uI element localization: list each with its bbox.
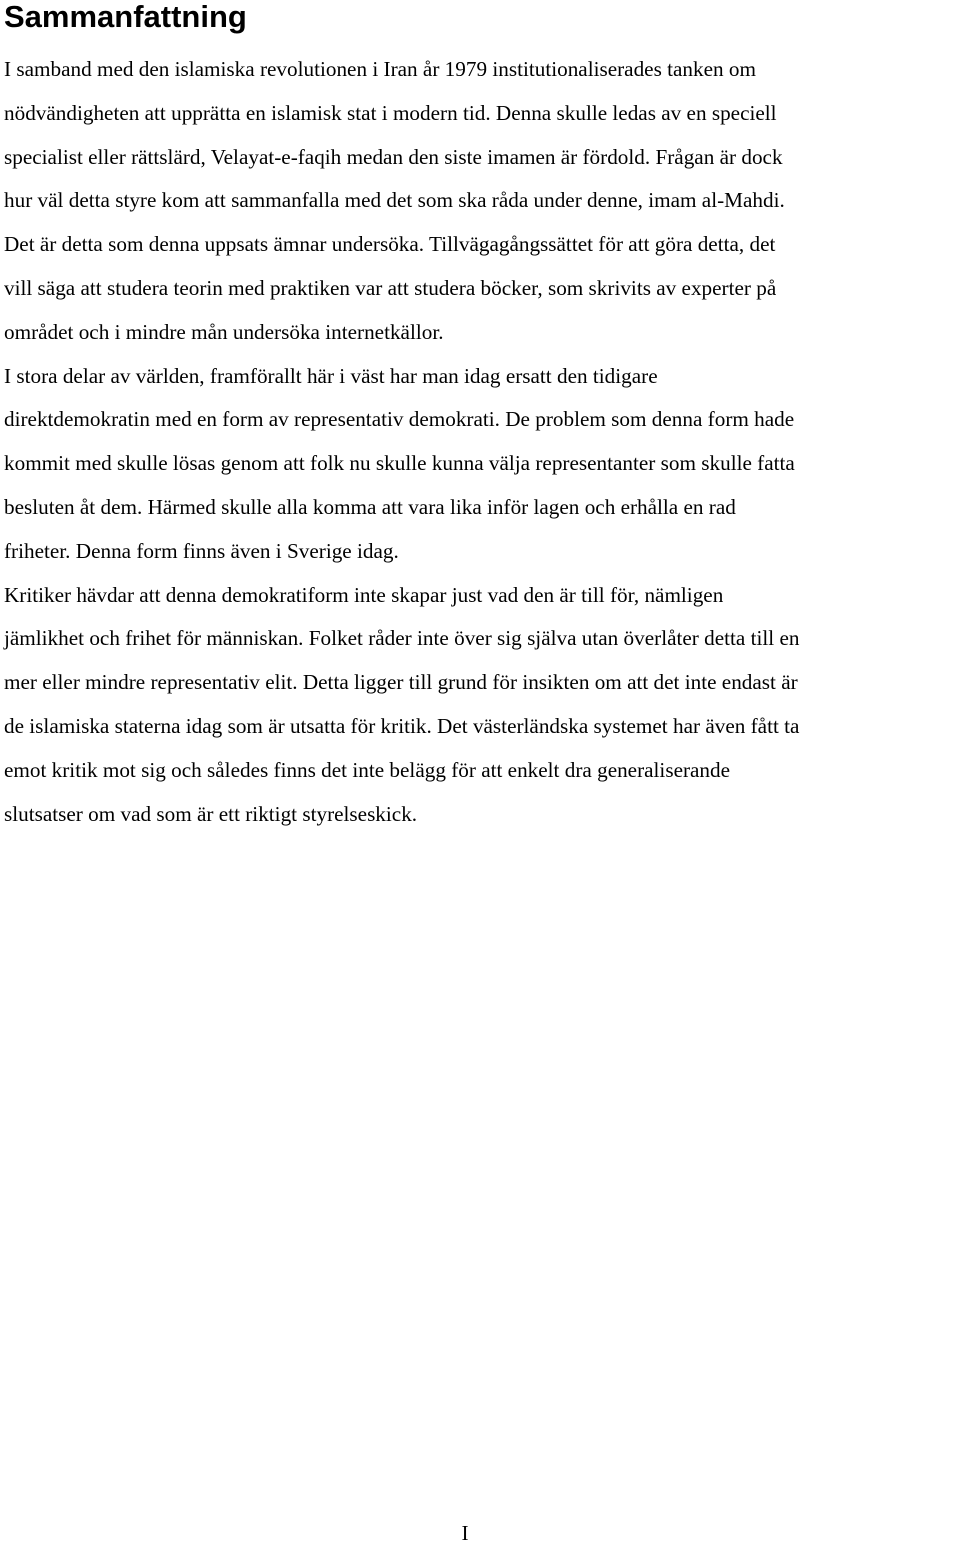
text-line: nödvändigheten att upprätta en islamisk stat i modern tid. Denna skulle ledas av en speciell	[4, 100, 777, 125]
paragraph-1	[4, 48, 960, 355]
text-line: direktdemokratin med en form av representativ demokrati. De problem som denna form hade	[4, 407, 795, 432]
text-line: området och i mindre mån undersöka internetkällor.	[4, 319, 444, 344]
text-line: vill säga att studera teorin med praktiken var att studera böcker, som skrivits av experter på	[4, 275, 777, 300]
text-line: mer eller mindre representativ elit. Detta ligger till grund för insikten om att det inte endast är	[4, 670, 798, 695]
page-number: I	[461, 1521, 469, 1545]
text-line: I stora delar av världen, framförallt här i väst har man idag ersatt den tidigare	[4, 363, 658, 388]
section-heading: Sammanfattning	[4, 0, 247, 34]
text-line: Det är detta som denna uppsats ämnar undersöka. Tillvägagångssättet för att göra detta, det	[4, 232, 776, 257]
paragraph-3	[4, 574, 960, 837]
text-line: besluten åt dem. Härmed skulle alla komma att vara lika inför lagen och erhålla en rad	[4, 494, 736, 519]
text-line: emot kritik mot sig och således finns det inte belägg för att enkelt dra generaliserande	[4, 757, 731, 782]
text-line: hur väl detta styre kom att sammanfalla med det som ska råda under denne, imam al-Mahdi.	[4, 188, 785, 213]
text-line: jämlikhet och frihet för människan. Folket råder inte över sig själva utan överlåter detta till en	[4, 626, 800, 651]
text-line: slutsatser om vad som är ett riktigt styrelseskick.	[4, 801, 418, 826]
text-line: Kritiker hävdar att denna demokratiform inte skapar just vad den är till för, nämligen	[4, 582, 724, 607]
paragraph-2	[4, 355, 960, 574]
text-line: de islamiska staterna idag som är utsatta för kritik. Det västerländska systemet har även fått ta	[4, 713, 800, 738]
text-line: specialist eller rättslärd, Velayat-e-faqih medan den siste imamen är fördold. Frågan är dock	[4, 144, 783, 169]
text-line: kommit med skulle lösas genom att folk nu skulle kunna välja representanter som skulle fatta	[4, 451, 795, 476]
text-line: I samband med den islamiska revolutionen i Iran år 1979 institutionaliserades tanken om	[4, 57, 756, 81]
body-text	[4, 48, 960, 836]
text-line: friheter. Denna form finns även i Sverige idag.	[4, 538, 399, 563]
